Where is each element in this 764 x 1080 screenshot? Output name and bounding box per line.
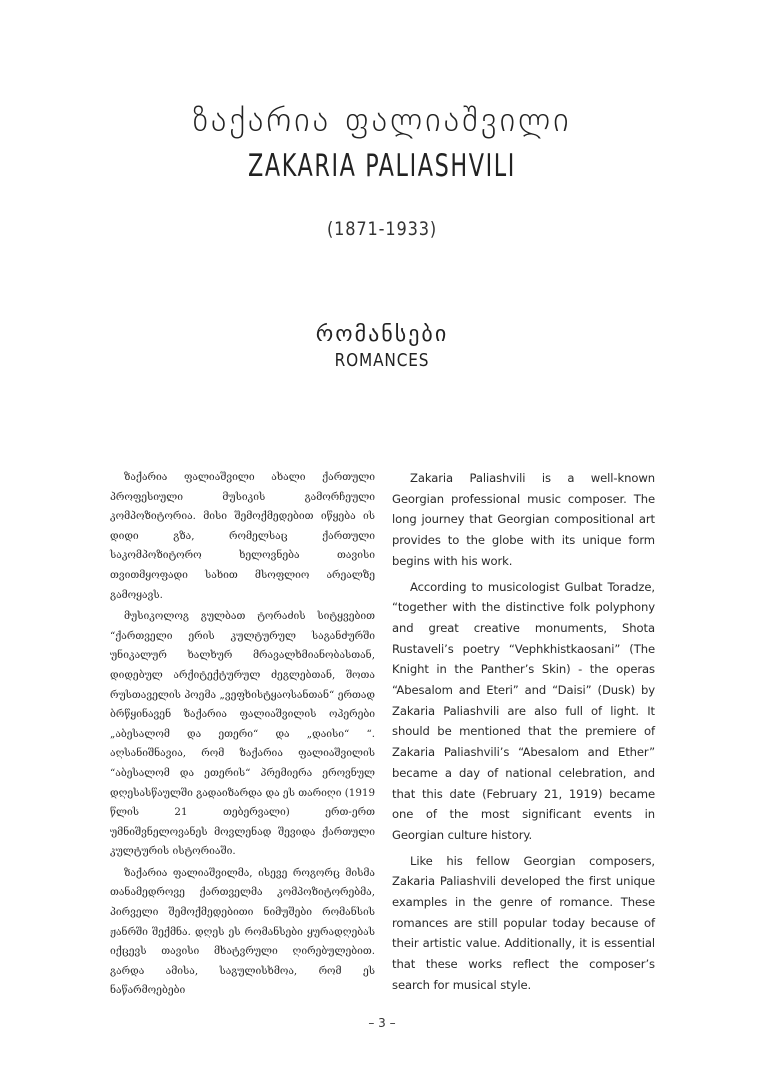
section-title-georgian: რომანსები (315, 322, 449, 347)
georgian-text-column (110, 468, 375, 1003)
english-paragraph-3: Like his fellow Georgian composers, Zakaria Paliashvili developed the first unique examples in the genre of romance. These romances are still popular today because of their artistic value. Additionally, it is essential that these works reflect the composer’s search for musical style. (392, 853, 655, 992)
english-text-column (392, 468, 655, 1001)
georgian-paragraph-1: ზაქარია ფალიაშვილი ახალი ქართული პროფესიული მუსიკის გამორჩეული კომპოზიტორია. მისი შემოქმედებით იწყება ის დიდი გზა, რომელსაც ქართული საკომპოზიტორო ხელოვნება თავისი თვითმყოფადი სახით მსოფლიო არეალზე გამოყავს. (110, 471, 375, 601)
english-paragraph-1: Zakaria Paliashvili is a well-known Georgian professional music composer. The long journey that Georgian compositional art provides to the globe with its unique form begins with his work. (392, 471, 655, 568)
life-years: (1871-1933) (327, 218, 437, 240)
georgian-paragraph-3: ზაქარია ფალიაშვილმა, ისევე როგორც მისმა თანამედროვე ქართველმა კომპოზიტორებმა, პირველი შემოქმედებითი ნიმუშები რომანსის ჟანრში შექმნა. დღეს ეს რომანსები ყურადღებას იქცევს თავისი მხატვრული ღირებულებით. გარდა ამისა, საგულისხმოა, რომ ეს ნაწარმოებები (110, 866, 375, 997)
georgian-paragraph-2: მუსიკოლოგ გულბათ ტორაძის სიტყვებით “ქართველი ერის კულტურულ საგანძურში უნიკალურ ხალხურ მრავალხმიანობასთან, დიდებულ არქიტექტურულ ძეგლებთან, შოთა რუსთაველის პოემა „ვეფხისტყაოსანთან“ ერთად ბრწყინავენ ზაქარია ფალიაშვილის ოპერები „აბესალომ და ეთერი“ და „დაისი“ “. აღსანიშნავია, რომ ზაქარია ფალიაშვილის “აბესალომ და ეთერის“ პრემიერა ეროვნულ დღესასწაულში გადაიზარდა და ეს თარიღი (1919 წლის 21 თებერვალი) ერთ-ერთ უმნიშვნელოვანეს მოვლენად შევიდა ქართული კულტურის ისტორიაში. (110, 610, 375, 858)
page-title-english: ZAKARIA PALIASHVILI (248, 148, 516, 184)
page-title-georgian: ზაქარია ფალიაშვილი (192, 100, 572, 139)
english-paragraph-2: According to musicologist Gulbat Toradze, “together with the distinctive folk polyphony and great creative monuments, Shota Rustaveli’s poetry “Vephkhistkaosani” (The Knight in the Panther’s Skin) - the operas “Abesalom and Eteri” and “Daisi” (Dusk) by Zakaria Paliashvili are also full of light. It should be mentioned that the premiere of Zakaria Paliashvili’s “Abesalom and Ether” became a day of national celebration, and that this date (February 21, 1919) became one of the most significant events in Georgian culture history. (392, 579, 655, 842)
page-number: – 3 – (368, 1016, 396, 1030)
section-title-english: ROMANCES (334, 350, 430, 371)
